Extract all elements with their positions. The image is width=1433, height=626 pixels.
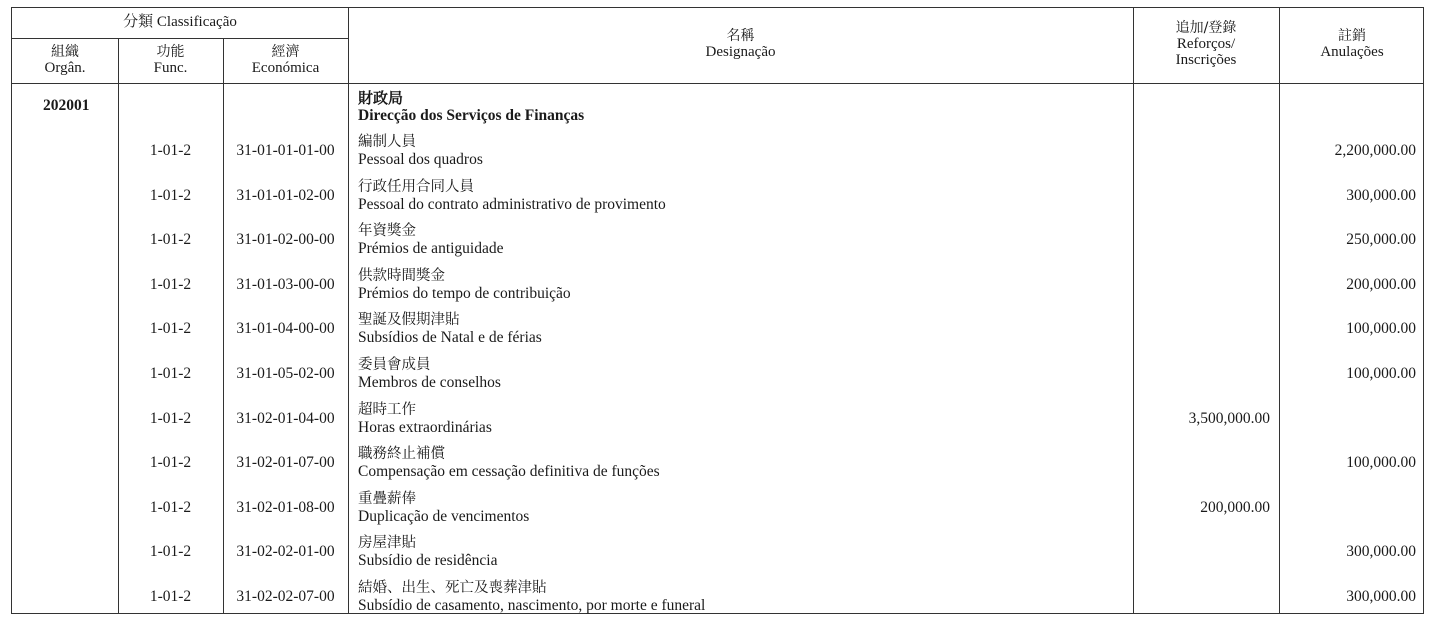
func-header — [118, 44, 223, 76]
col-divider — [1279, 8, 1280, 613]
designation-pt: Subsídio de residência — [358, 552, 498, 570]
designation-zh: 聖誕及假期津貼 — [358, 312, 460, 329]
col-divider — [1133, 8, 1134, 613]
table-row-cancellation: 100,000.00 — [1346, 365, 1416, 382]
table-row-econ: 31-02-02-01-00 — [236, 543, 335, 561]
table-row-designation — [358, 222, 504, 258]
reinforcements-header-pt2: Inscrições — [1175, 52, 1237, 68]
cancellations-header — [1279, 28, 1425, 60]
func-header-zh: 功能 — [156, 44, 185, 60]
header-subdivider — [12, 38, 348, 39]
table-row-cancellation: 250,000.00 — [1346, 231, 1416, 249]
table-row-func: 1-01-2 — [149, 186, 192, 204]
table-row-designation — [358, 579, 705, 615]
organ-name-zh: 財政局 — [358, 89, 404, 107]
designation-zh: 結婚、出生、死亡及喪葬津貼 — [358, 580, 547, 596]
table-row-cancellation: 100,000.00 — [1346, 320, 1416, 338]
table-row-reinforcement: 3,500,000.00 — [1188, 409, 1270, 427]
table-row-func: 1-01-2 — [149, 543, 192, 561]
designation-zh: 編制人員 — [358, 134, 416, 150]
table-row-designation — [358, 356, 501, 392]
designation-header-zh: 名稱 — [726, 28, 755, 44]
designation-header — [348, 28, 1133, 60]
budget-table — [11, 7, 1424, 614]
organ-header-zh: 組織 — [51, 44, 79, 60]
table-row-econ: 31-01-01-02-00 — [236, 186, 335, 204]
table-row-designation — [358, 178, 666, 214]
header-bottom-border — [12, 83, 1423, 84]
table-row-func: 1-01-2 — [149, 454, 192, 472]
table-row-cancellation: 300,000.00 — [1346, 543, 1416, 561]
table-row-econ: 31-02-01-07-00 — [236, 454, 335, 472]
col-divider — [348, 8, 349, 613]
table-row-econ: 31-01-03-00-00 — [236, 275, 335, 293]
table-row-reinforcement: 200,000.00 — [1200, 498, 1270, 516]
table-row-func: 1-01-2 — [149, 588, 192, 605]
reinforcements-header-pt1: Reforços/ — [1176, 36, 1236, 52]
table-row-func: 1-01-2 — [149, 498, 192, 516]
table-row-designation — [358, 445, 660, 481]
table-row-designation — [358, 534, 497, 570]
designation-zh: 供款時間獎金 — [358, 267, 445, 284]
designation-zh: 行政任用合同人員 — [358, 178, 474, 195]
designation-pt: Pessoal dos quadros — [358, 151, 483, 168]
designation-zh: 委員會成員 — [358, 357, 431, 373]
organ-name-pt: Direcção dos Serviços de Finanças — [358, 107, 585, 124]
table-row-cancellation: 300,000.00 — [1346, 588, 1416, 605]
table-row-econ: 31-01-01-01-00 — [236, 142, 335, 159]
reinforcements-header-zh: 追加/登錄 — [1175, 20, 1237, 36]
func-header-pt: Func. — [153, 60, 188, 76]
designation-zh: 年資獎金 — [358, 223, 416, 240]
designation-pt: Membros de conselhos — [358, 374, 501, 391]
designation-pt: Pessoal do contrato administrativo de provimento — [358, 195, 666, 213]
designation-pt: Horas extraordinárias — [358, 418, 492, 436]
designation-zh: 房屋津貼 — [358, 535, 416, 552]
organ-title — [358, 89, 584, 125]
table-row-cancellation: 2,200,000.00 — [1334, 142, 1416, 159]
table-row-func: 1-01-2 — [149, 142, 192, 159]
table-row-cancellation: 300,000.00 — [1346, 186, 1416, 204]
table-row-func: 1-01-2 — [149, 409, 192, 427]
cancellations-header-pt: Anulações — [1320, 44, 1384, 60]
econ-header — [223, 44, 348, 76]
table-row-designation — [358, 267, 571, 303]
table-row-func: 1-01-2 — [149, 365, 192, 382]
organ-header — [12, 44, 118, 76]
organ-code: 202001 — [43, 97, 90, 114]
table-row-designation — [358, 311, 542, 347]
table-row-econ: 31-02-01-08-00 — [236, 498, 335, 516]
table-row-func: 1-01-2 — [149, 231, 192, 249]
table-row-econ: 31-01-02-00-00 — [236, 231, 335, 249]
table-row-econ: 31-01-04-00-00 — [236, 320, 335, 338]
designation-pt: Compensação em cessação definitiva de funções — [358, 463, 660, 481]
table-row-econ: 31-02-02-07-00 — [236, 588, 335, 605]
table-row-func: 1-01-2 — [149, 320, 192, 338]
designation-zh: 超時工作 — [358, 401, 416, 418]
table-row-designation — [358, 401, 492, 437]
designation-pt: Prémios de antiguidade — [358, 240, 504, 258]
designation-header-pt: Designação — [705, 44, 776, 60]
designation-pt: Subsídios de Natal e de férias — [358, 329, 542, 347]
designation-zh: 重疊薪俸 — [358, 490, 416, 507]
cancellations-header-zh: 註銷 — [1338, 28, 1366, 44]
table-row-cancellation: 200,000.00 — [1346, 275, 1416, 293]
reinforcements-header — [1133, 20, 1279, 68]
table-row-econ: 31-02-01-04-00 — [236, 409, 335, 427]
econ-header-zh: 經濟 — [271, 44, 300, 60]
organ-header-pt: Orgân. — [44, 60, 86, 76]
econ-header-pt: Económica — [251, 60, 320, 76]
designation-pt: Prémios do tempo de contribuição — [358, 284, 571, 302]
designation-pt: Duplicação de vencimentos — [358, 507, 530, 525]
classification-header: 分類 Classificação — [123, 14, 237, 30]
table-row-cancellation: 100,000.00 — [1346, 454, 1416, 472]
table-row-designation — [358, 490, 529, 526]
designation-zh: 職務終止補償 — [358, 446, 445, 463]
table-row-econ: 31-01-05-02-00 — [236, 365, 335, 382]
table-row-func: 1-01-2 — [149, 275, 192, 293]
designation-pt: Subsídio de casamento, nascimento, por morte e funeral — [358, 597, 706, 614]
table-row-designation — [358, 133, 483, 169]
